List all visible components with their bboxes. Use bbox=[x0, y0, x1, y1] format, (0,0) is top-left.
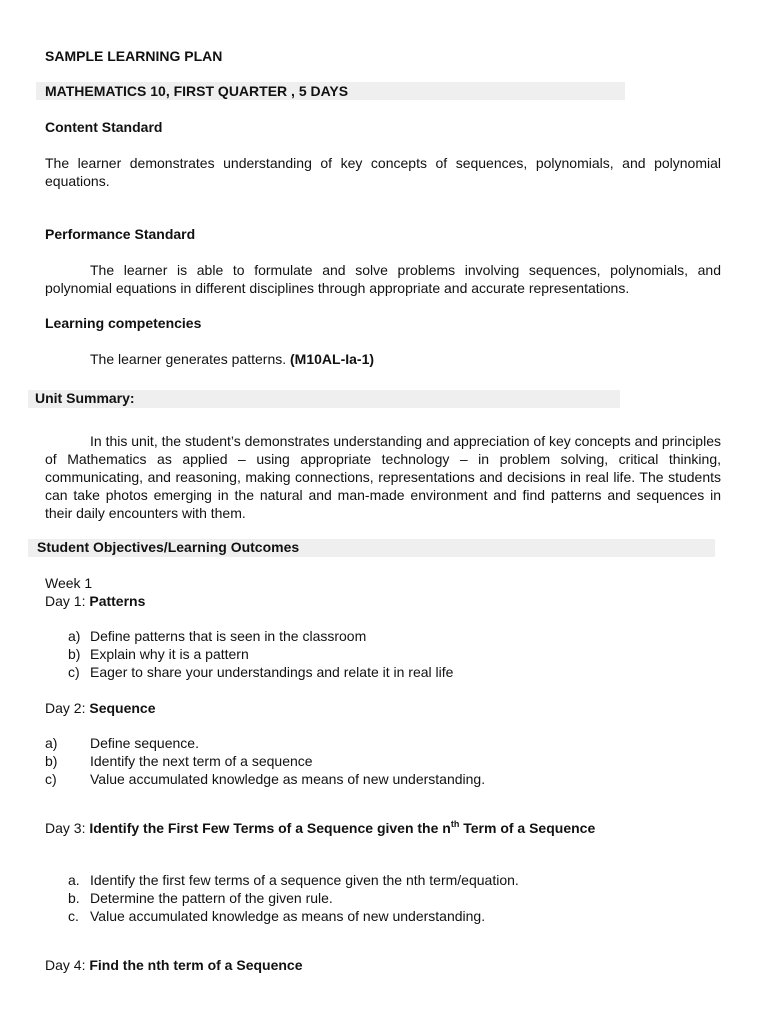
unit-summary-heading: Unit Summary: bbox=[35, 390, 135, 406]
document-title: SAMPLE LEARNING PLAN bbox=[45, 48, 223, 64]
unit-summary-text: In this unit, the student’s demonstrates understanding and appreciation of key concepts and principles of Mathematics as applied – using appropriate technology – in problem solving, critical thinking, communicating, and reasoning, making connections, representations and decisions in real life. The students can take photos emerging in the natural and man-made environment and find patterns and sequences in their daily encounters with them. bbox=[45, 433, 721, 521]
list-marker: c. bbox=[68, 908, 79, 924]
performance-standard-text: The learner is able to formulate and solve problems involving sequences, polynomials, and polynomial equations in different disciplines through appropriate and accurate representations. bbox=[45, 262, 721, 296]
list-text: Define sequence. bbox=[90, 735, 199, 751]
day3-heading bbox=[45, 819, 595, 837]
day3-title-end: Term of a Sequence bbox=[459, 820, 596, 836]
day4-prefix: Day 4: bbox=[45, 957, 90, 973]
list-marker: b. bbox=[68, 890, 80, 906]
list-text: Identify the first few terms of a sequence given the nth term/equation. bbox=[90, 872, 519, 888]
list-text: Determine the pattern of the given rule. bbox=[90, 890, 333, 906]
day4-heading bbox=[45, 956, 303, 974]
week-label: Week 1 bbox=[45, 575, 93, 591]
competency-code: (M10AL-Ia-1) bbox=[290, 351, 375, 367]
list-marker: a) bbox=[68, 628, 81, 644]
list-text: Eager to share your understandings and relate it in real life bbox=[90, 664, 454, 680]
subject-header: MATHEMATICS 10, FIRST QUARTER , 5 DAYS bbox=[45, 83, 349, 99]
learning-competency-text: The learner generates patterns. bbox=[90, 351, 287, 367]
content-standard-text: The learner demonstrates understanding of key concepts of sequences, polynomials, and polynomial equations. bbox=[45, 155, 721, 189]
list-marker: b) bbox=[68, 646, 81, 662]
list-marker: a. bbox=[68, 872, 80, 888]
day1-prefix: Day 1: bbox=[45, 593, 90, 609]
list-text: Value accumulated knowledge as means of new understanding. bbox=[90, 908, 486, 924]
learning-competency-line bbox=[90, 350, 374, 368]
day1-title: Patterns bbox=[89, 593, 146, 609]
content-standard-heading: Content Standard bbox=[45, 119, 163, 135]
day4-title: Find the nth term of a Sequence bbox=[89, 957, 303, 973]
list-text: Identify the next term of a sequence bbox=[90, 753, 313, 769]
list-marker: c) bbox=[68, 664, 80, 680]
day3-title-start: Identify the First Few Terms of a Sequence given the n bbox=[89, 820, 451, 836]
list-text: Explain why it is a pattern bbox=[90, 646, 249, 662]
list-marker: a) bbox=[45, 735, 58, 751]
list-text: Value accumulated knowledge as means of new understanding. bbox=[90, 771, 486, 787]
list-text: Define patterns that is seen in the classroom bbox=[90, 628, 367, 644]
objectives-heading: Student Objectives/Learning Outcomes bbox=[37, 539, 300, 555]
list-marker: b) bbox=[45, 753, 58, 769]
performance-standard-heading: Performance Standard bbox=[45, 226, 196, 242]
day3-prefix: Day 3: bbox=[45, 820, 90, 836]
day2-title: Sequence bbox=[89, 700, 156, 716]
day2-prefix: Day 2: bbox=[45, 700, 90, 716]
learning-competencies-heading: Learning competencies bbox=[45, 315, 202, 331]
day3-title-superscript: th bbox=[450, 819, 460, 829]
list-marker: c) bbox=[45, 771, 57, 787]
day1-heading bbox=[45, 592, 145, 610]
day2-heading bbox=[45, 699, 156, 717]
